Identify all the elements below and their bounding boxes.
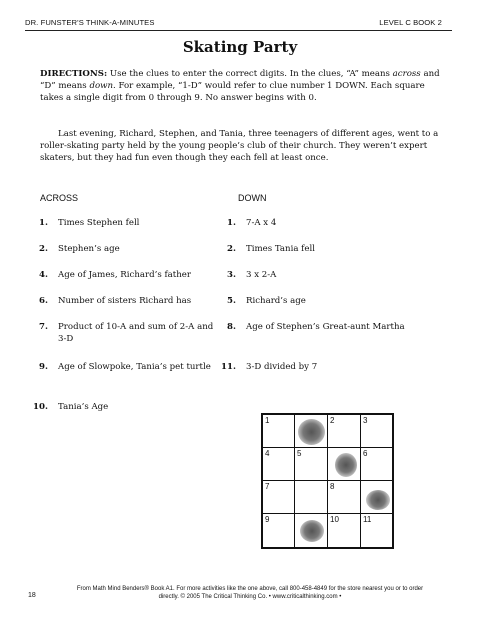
clue-number: 2.	[39, 244, 48, 254]
directions-down-word: down.	[89, 81, 116, 91]
clue-number: 4.	[39, 270, 48, 280]
across-clue-10	[30, 402, 220, 414]
clue-text: 7-A x 4	[246, 218, 277, 228]
clue-number: 10.	[33, 402, 48, 412]
clue-number: 2.	[227, 244, 236, 254]
clue-number: 7.	[39, 322, 48, 332]
clue-text: Times Tania fell	[246, 244, 315, 254]
directions-across-word: across	[392, 69, 421, 79]
smudge-blot	[335, 453, 357, 477]
across-clue-2	[30, 244, 220, 256]
directions	[40, 68, 448, 104]
cell-number: 9	[265, 515, 270, 524]
grid-cell[interactable]	[262, 480, 295, 514]
clue-text: Tania’s Age	[58, 402, 109, 412]
page-title: Skating Party	[182, 38, 298, 56]
clue-text: Age of Stephen’s Great-aunt Martha	[246, 322, 405, 332]
cell-number: 4	[265, 449, 270, 458]
cell-number: 1	[265, 416, 270, 425]
clue-text: 3-D divided by 7	[246, 362, 318, 372]
cell-number: 5	[297, 449, 302, 458]
across-clue-6	[30, 296, 220, 308]
grid-cell-blocked	[294, 513, 328, 548]
down-clue-5	[218, 296, 418, 308]
clue-text: Age of Slowpoke, Tania’s pet turtle	[58, 362, 211, 372]
clue-text: Richard’s age	[246, 296, 306, 306]
clue-text: 3 x 2-A	[246, 270, 277, 280]
cell-number: 10	[330, 515, 339, 524]
grid-cell[interactable]	[294, 480, 328, 514]
grid-cell-blocked	[360, 480, 393, 514]
down-clue-3	[218, 270, 418, 282]
grid-cell[interactable]	[327, 414, 361, 448]
grid-cell[interactable]	[360, 447, 393, 481]
crossword-grid	[261, 413, 394, 549]
footer-text: From Math Mind Benders® Book A1. For more activities like the one above, call 800-458-4849 for the store nearest you or to order directly. © 2005 The Critical Thinking Co. • www.criticalthinking.com •	[76, 586, 424, 600]
down-clue-1	[218, 218, 418, 230]
header-left: DR. FUNSTER'S THINK-A-MINUTES	[25, 18, 155, 27]
directions-label: DIRECTIONS:	[40, 69, 108, 79]
grid-cell[interactable]	[360, 414, 393, 448]
grid-cell-blocked	[294, 414, 328, 448]
page-number: 18	[28, 592, 36, 599]
grid-cell[interactable]	[327, 513, 361, 548]
smudge-blot	[300, 520, 324, 542]
grid-cell[interactable]	[327, 480, 361, 514]
clue-number: 5.	[227, 296, 236, 306]
down-clue-2	[218, 244, 418, 256]
header-right: LEVEL C BOOK 2	[379, 18, 442, 27]
grid-cell[interactable]	[262, 414, 295, 448]
cell-number: 3	[363, 416, 368, 425]
across-heading: ACROSS	[40, 193, 79, 203]
smudge-blot	[298, 419, 325, 445]
grid-cell[interactable]	[360, 513, 393, 548]
cell-number: 6	[363, 449, 368, 458]
grid-cell[interactable]	[262, 513, 295, 548]
header-rule	[25, 30, 452, 31]
clue-text: Number of sisters Richard has	[58, 296, 192, 306]
cell-number: 7	[265, 482, 270, 491]
grid-cell-blocked	[327, 447, 361, 481]
smudge-blot	[366, 490, 390, 510]
directions-text-1: Use the clues to enter the correct digits. In the clues, “A” means	[107, 69, 393, 79]
across-clue-1	[30, 218, 220, 230]
clue-text: Product of 10-A and sum of 2-A and 3-D	[58, 322, 214, 344]
clue-text: Times Stephen fell	[58, 218, 140, 228]
clue-number: 9.	[39, 362, 48, 372]
clue-number: 3.	[227, 270, 236, 280]
clue-number: 1.	[39, 218, 48, 228]
cell-number: 8	[330, 482, 335, 491]
across-clue-9	[30, 362, 220, 374]
story-paragraph: Last evening, Richard, Stephen, and Tania, three teenagers of different ages, went to a roller-skating party held by the young people’s club of their church. They weren’t expert skaters, but they had fun even though they each fell at least once.	[40, 129, 439, 163]
across-clue-7	[30, 322, 220, 345]
clue-text: Age of James, Richard’s father	[58, 270, 191, 280]
down-heading: DOWN	[238, 193, 267, 203]
directions-text-3: For example, “1-D” would refer to clue number 1 DOWN. Each square takes a single digit from 0 through 9. No answer begins with 0.	[40, 81, 425, 103]
clue-number: 11.	[221, 362, 236, 372]
clue-number: 1.	[227, 218, 236, 228]
clue-number: 8.	[227, 322, 236, 332]
down-clue-8	[218, 322, 418, 334]
clue-text: Stephen’s age	[58, 244, 120, 254]
down-clue-11	[218, 362, 418, 374]
cell-number: 2	[330, 416, 335, 425]
grid-cell[interactable]	[262, 447, 295, 481]
grid-cell[interactable]	[294, 447, 328, 481]
across-clue-4	[30, 270, 220, 282]
cell-number: 11	[363, 515, 372, 524]
directions-text-2: and “D” means	[40, 69, 440, 91]
clue-number: 6.	[39, 296, 48, 306]
